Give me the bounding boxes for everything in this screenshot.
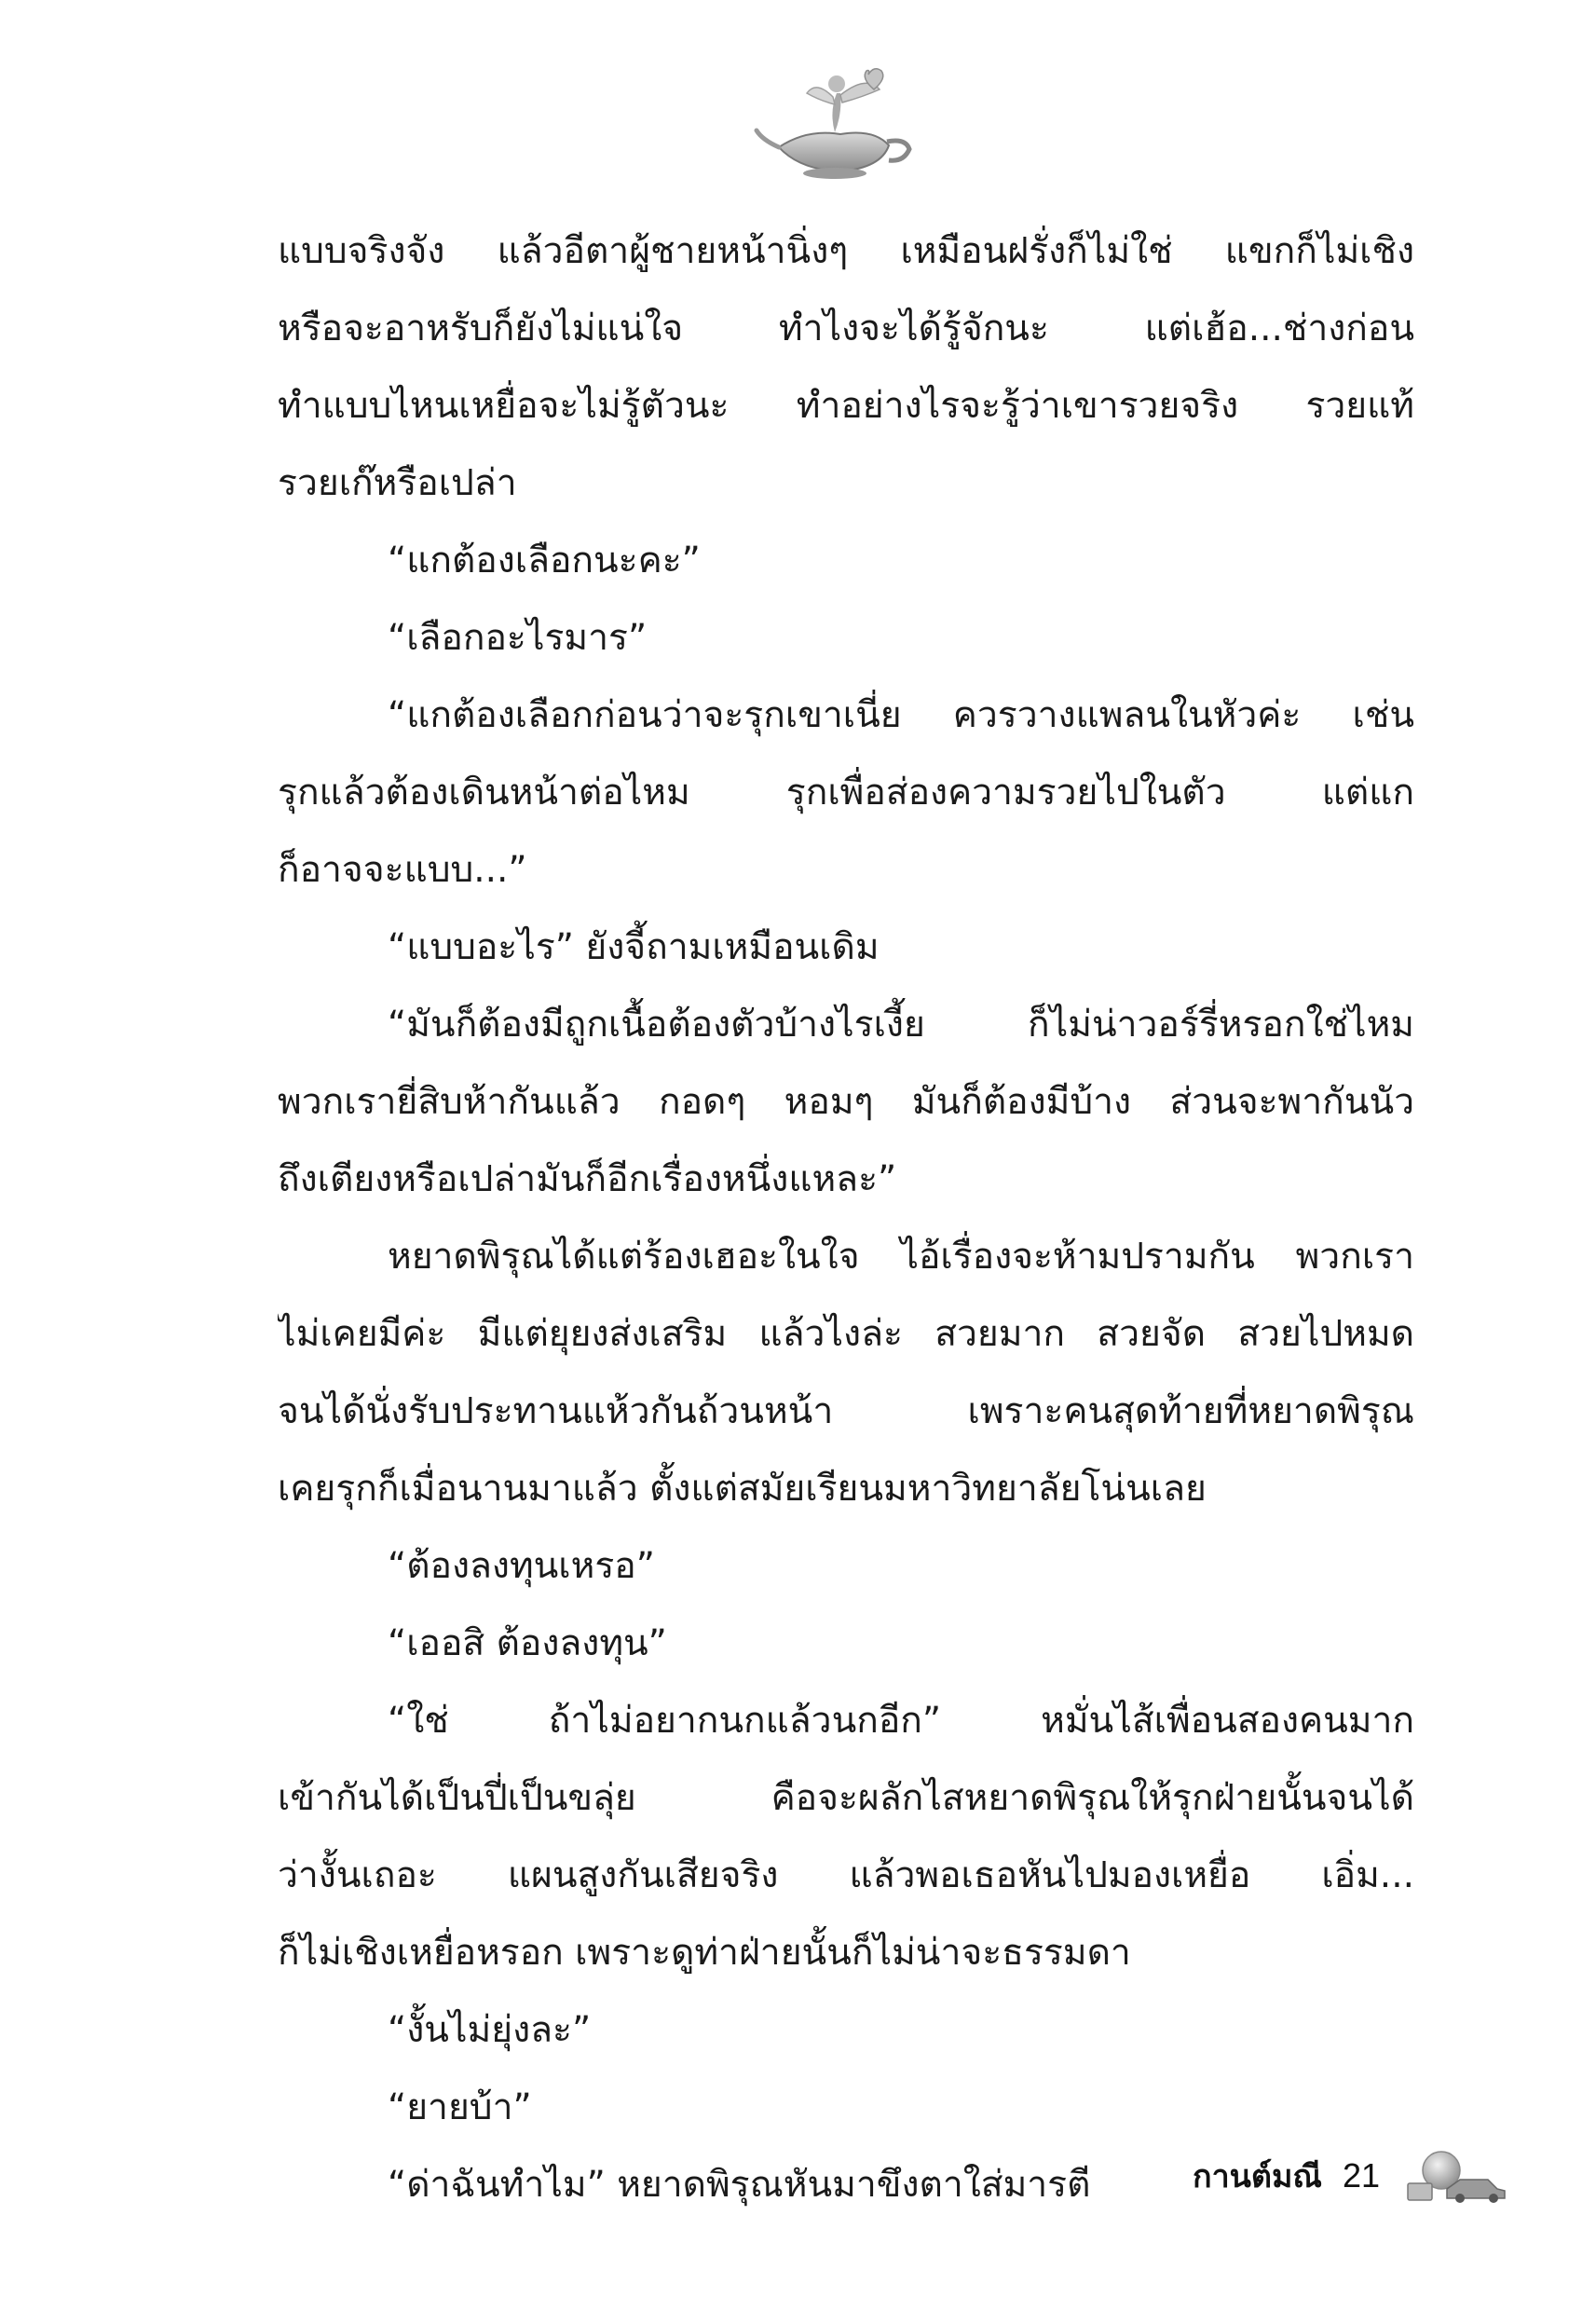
teapot-fairy-ornament-icon	[751, 56, 919, 186]
running-title: กานต์มณี	[1193, 2158, 1322, 2195]
text-line: ก็อาจจะแบบ...”	[278, 849, 527, 891]
text-line: ว่างั้นเถอะ แผนสูงกันเสียจริง แล้วพอเธอหันไปมองเหยื่อ เอิ่ม...	[278, 1854, 1414, 1896]
text-line: “ใช่ ถ้าไม่อยากนกแล้วนกอีก” หมั่นไส้เพื่อนสองคนมาก	[388, 1700, 1414, 1742]
text-line: พวกเรายี่สิบห้ากันแล้ว กอดๆ หอมๆ มันก็ต้องมีบ้าง ส่วนจะพากันนัว	[278, 1081, 1414, 1123]
text-line: จนได้นั่งรับประทานแห้วกันถ้วนหน้า เพราะคนสุดท้ายที่หยาดพิรุณ	[278, 1390, 1414, 1432]
globe-toy-car-icon	[1400, 2148, 1512, 2204]
text-line: ถึงเตียงหรือเปล่ามันก็อีกเรื่องหนึ่งแหละ”	[278, 1158, 897, 1200]
text-line: แบบจริงจัง แล้วอีตาผู้ชายหน้านิ่งๆ เหมือนฝรั่งก็ไม่ใช่ แขกก็ไม่เชิง	[278, 230, 1414, 272]
text-line: “งั้นไม่ยุ่งละ”	[388, 2009, 592, 2051]
text-line: เคยรุกก็เมื่อนานมาแล้ว ตั้งแต่สมัยเรียนมหาวิทยาลัยโน่นเลย	[278, 1468, 1207, 1510]
text-line: รวยเก๊หรือเปล่า	[278, 462, 517, 504]
text-line: “ยายบ้า”	[388, 2086, 532, 2128]
text-line: “แบบอะไร” ยังจี้ถามเหมือนเดิม	[388, 926, 880, 968]
text-line: เข้ากันได้เป็นปี่เป็นขลุ่ย คือจะผลักไสหยาดพิรุณให้รุกฝ่ายนั้นจนได้	[278, 1777, 1414, 1819]
text-line: “แกต้องเลือกก่อนว่าจะรุกเขาเนี่ย ควรวางแพลนในหัวค่ะ เช่น	[388, 694, 1414, 736]
text-line: หยาดพิรุณได้แต่ร้องเฮอะในใจ ไอ้เรื่องจะห้ามปรามกัน พวกเรา	[388, 1236, 1414, 1278]
text-line: ก็ไม่เชิงเหยื่อหรอก เพราะดูท่าฝ่ายนั้นก็ไม่น่าจะธรรมดา	[278, 1932, 1131, 1974]
text-line: หรือจะอาหรับก็ยังไม่แน่ใจ ทำไงจะได้รู้จักนะ แต่เฮ้อ...ช่างก่อน	[278, 308, 1414, 349]
text-line: “ด่าฉันทำไม” หยาดพิรุณหันมาขึงตาใส่มารตี	[388, 2164, 1091, 2206]
text-line: รุกแล้วต้องเดินหน้าต่อไหม รุกเพื่อส่องความรวยไปในตัว แต่แก	[278, 772, 1414, 814]
text-line: “เลือกอะไรมาร”	[388, 617, 648, 659]
page-footer	[1193, 2148, 1512, 2204]
page-number: 21	[1342, 2156, 1381, 2195]
text-line: “มันก็ต้องมีถูกเนื้อต้องตัวบ้างไรเงี้ย ก็ไม่น่าวอร์รี่หรอกใช่ไหม	[388, 1004, 1414, 1046]
text-line: ทำแบบไหนเหยื่อจะไม่รู้ตัวนะ ทำอย่างไรจะรู้ว่าเขารวยจริง รวยแท้	[278, 385, 1414, 427]
text-line: “แกต้องเลือกนะคะ”	[388, 540, 701, 581]
body-text	[278, 212, 1414, 2223]
text-line: “เออสิ ต้องลงทุน”	[388, 1622, 667, 1664]
text-line: ไม่เคยมีค่ะ มีแต่ยุยงส่งเสริม แล้วไงล่ะ สวยมาก สวยจัด สวยไปหมด	[278, 1313, 1414, 1355]
text-line: “ต้องลงทุนเหรอ”	[388, 1545, 655, 1587]
